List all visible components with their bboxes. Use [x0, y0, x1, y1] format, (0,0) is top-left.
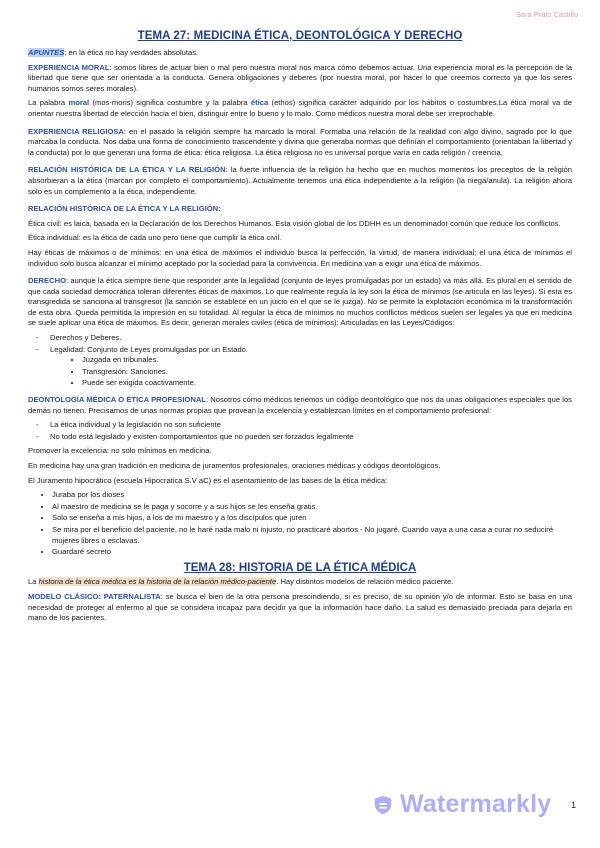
document-content: [28, 48, 572, 628]
apuntes-paragraph: [28, 48, 572, 59]
list-item: • Puede ser exigida coactivamente.: [82, 378, 572, 389]
watermark-text: Watermarkly: [400, 790, 552, 818]
intro-pre: La: [28, 577, 39, 587]
juramento-list: [28, 490, 572, 558]
list-item: • Transgresión: Sanciones.: [82, 367, 572, 378]
list-item: [50, 345, 572, 389]
page-number: 1: [570, 800, 576, 810]
intro-highlight: historia de la ética médica es la historia de la relación médico-paciente: [38, 577, 277, 587]
palabra-post: (ethos) significa carácter adquirido por los hábitos o costumbres.La ética moral va de orientar nuestra libertad de elección hacia el bien, distinguir entre lo bueno y lo malo. Como médicos nuestra moral debe ser irreprochable.: [28, 98, 572, 118]
modelo-paragraph: [28, 592, 572, 624]
legalidad-text: Legalidad: Conjunto de Leyes promulgadas por un Estado.: [50, 344, 248, 354]
exp-rel-label: EXPERIENCIA RELIGIOSA: [28, 126, 124, 136]
list-item: - La ética individual y la legislación no son suficiente: [50, 420, 572, 431]
tema27-title: TEMA 27: MEDICINA ÉTICA, DEONTOLÓGICA Y DERECHO: [137, 30, 463, 42]
rel-hist-paragraph: [28, 165, 572, 197]
list-item: - No todo está legislado y existen comportamientos que no pueden ser forzados legalmente: [50, 432, 572, 443]
watermark: [372, 790, 551, 819]
exp-moral-text: : somos libres de actuar bien o mal pero nuestra moral nos marca cómo debemos actuar. Una experiencia moral es la percepción de la libertad que tiene que ser orientada a la conducta. Genera obligaciones y deberes (por nuestra moral, por hacer lo que creemos correcto ya que los seres humanos somos seres morales).: [28, 62, 572, 93]
list-item: • Juraba por los dioses: [52, 490, 572, 501]
tema28-title: TEMA 28: HISTORIA DE LA ÉTICA MÉDICA: [183, 561, 417, 574]
derecho-label: DERECHO: [28, 276, 66, 286]
rel-hist2-heading: [28, 204, 572, 215]
intro-post: . Hay distintos modelos de relación médico paciente.: [276, 577, 454, 587]
apuntes-text: : en la ética no hay verdades absolutas.: [64, 48, 199, 57]
modelo-label: MODELO CLÁSICO: PATERNALISTA: [28, 591, 161, 601]
list-item: • Se mira por el beneficio del paciente, no le haré nada malo ni injusto, no practicaré abortos - No jugaré. Cuando vaya a una casa a curar no seduciré mujeres libres o esclavas.: [52, 525, 572, 546]
exp-rel-text: : en el pasado la religión siempre ha marcado la moral. Formaba una relación de la realidad con algo divino, sagrado por lo que marcaba la conducta. Nos daba una forma de conocimiento trascendente y divina que generaba normas que definían el comportamiento (orientaban la libertad y la conducta) por lo que generan una forma de ética: ética religiosa. La ética religiosa no es universal porque varía en cada religión / creencia.: [28, 126, 572, 157]
palabra-pre: La palabra: [28, 98, 69, 108]
etica-individual: Ética individual: es la ética de cada uno pero tiene que cumplir la ética civil.: [28, 233, 282, 243]
derecho-paragraph: [28, 276, 572, 329]
list-item: - Derechos y Deberes.: [50, 333, 572, 344]
exp-moral-paragraph: [28, 63, 572, 95]
legalidad-sublist: [50, 355, 572, 389]
exp-moral-label: EXPERIENCIA MORAL: [28, 62, 110, 72]
rel-hist-label: RELACIÓN HISTÓRICA DE LA ÉTICA Y LA RELIGIÓN: [28, 165, 226, 175]
rel-hist2-label: RELACIÓN HISTÓRICA DE LA ÉTICA Y LA RELIGIÓN:: [28, 204, 221, 214]
rel-hist-text: : la fuerte influencia de la religión ha hecho que en muchos momentos los preceptos de la religión absorbieran a la ética (marcan por completo el comportamiento). Actualmente tenemos una ética independiente a la religión (la niega/anula). La religión ahora solo es un complemento a la ética, independiente.: [28, 165, 572, 196]
apuntes-label: APUNTES: [28, 48, 65, 57]
palabra-paragraph: [28, 98, 572, 119]
derecho-text: : aunque la ética siempre tiene que responder ante la legalidad (conjunto de leyes promulgadas por un estado) va más allá. Es plural en el sentido de que cada sociedad democrática toleran diferentes éticas de máximos. Lo que realmente regula la ley son la ética de mínimos (se articula en las leyes). Si esta es transgredida se sanciona al transgresor (la sanción se establece en un juicio en el que se le juzga). No se permite la explotación económica ni la transformación de esta obra. Queda permitida la impresión en su totalidad. Al regular la ética de mínimos no muchos conflictos médicos suelen ser legales ya que en medicina se suele aplicar una ética de máximos. Es decir, generan morales civiles (ética de mínimos): Articuladas en las Leyes/Códigos:: [28, 276, 572, 328]
word-etica: ética: [250, 98, 269, 108]
deont-paragraph: [28, 395, 572, 416]
tema28-intro: [28, 577, 572, 588]
deont-list: [28, 420, 572, 442]
eticas-maximos: Hay éticas de máximos o de mínimos: en una ética de máximos el individuo busca la perfección, la virtud, de manera individual; el una ética de mínimos el individuo solo busca alcanzar el mínimo aceptado por la sociedad para la convivencia. En medicina van a exigir una ética de máximos.: [28, 247, 572, 268]
palabra-mid: (mos-moris) significa costumbre y la palabra: [89, 98, 251, 108]
deont-text: : Nosotros cómo médicos tenemos un código deontológico que nos da unas obligaciones especiales que los demás no tienen. Precisamos de unas normas propias que provean la excelencia y establezcan límites en el comportamiento profesional:: [28, 395, 572, 415]
juramento-paragraph: El Juramento hipocrático (escuela Hipocratica S.V aC) es el asentamiento de las bases de la ética médica:: [28, 475, 388, 485]
author-name: Sara Prats Castillo: [515, 10, 578, 19]
modelo-text: : se busca el bien de la otra persona prescindiendo, si es preciso, de su opinión y/o de informar. Esto se basa en una necesidad de proteger al enfermo al que se considera incapaz para decidir ya que la información hace daño. La salud es demasiado preciada para dejarla en mano de los pacientes.: [28, 591, 572, 623]
list-item: • Juzgada en tribunales.: [82, 355, 572, 366]
shield-icon: [372, 794, 394, 816]
list-item: • Guardaré secreto: [52, 547, 572, 558]
promover-paragraph: Promover la excelencia: no solo mínimos en medicina.: [28, 446, 212, 456]
exp-rel-paragraph: [28, 127, 572, 159]
derecho-list: [28, 333, 572, 389]
list-item: • Al maestro de medicina se le paga y socorre y a sus hijos se les enseña gratis.: [52, 502, 572, 513]
tradicion-paragraph: En medicina hay una gran tradición en medicina de juramentos profesionales, oraciones médicas y códigos deontológicos.: [28, 461, 441, 470]
deont-label: DEONTOLOGÍA MÉDICA O ÉTICA PROFESIONAL: [28, 395, 206, 405]
etica-civil: Ética civil: es laica, basada en la Declaración de los Derechos Humanos. Esta visión global de los DDHH es un denominador común que reduce los conflictos.: [28, 218, 561, 228]
list-item: • Solo se enseña a mis hijos, a los de mi maestro y a los discípulos que juren: [52, 513, 572, 524]
word-moral: moral: [68, 98, 90, 108]
